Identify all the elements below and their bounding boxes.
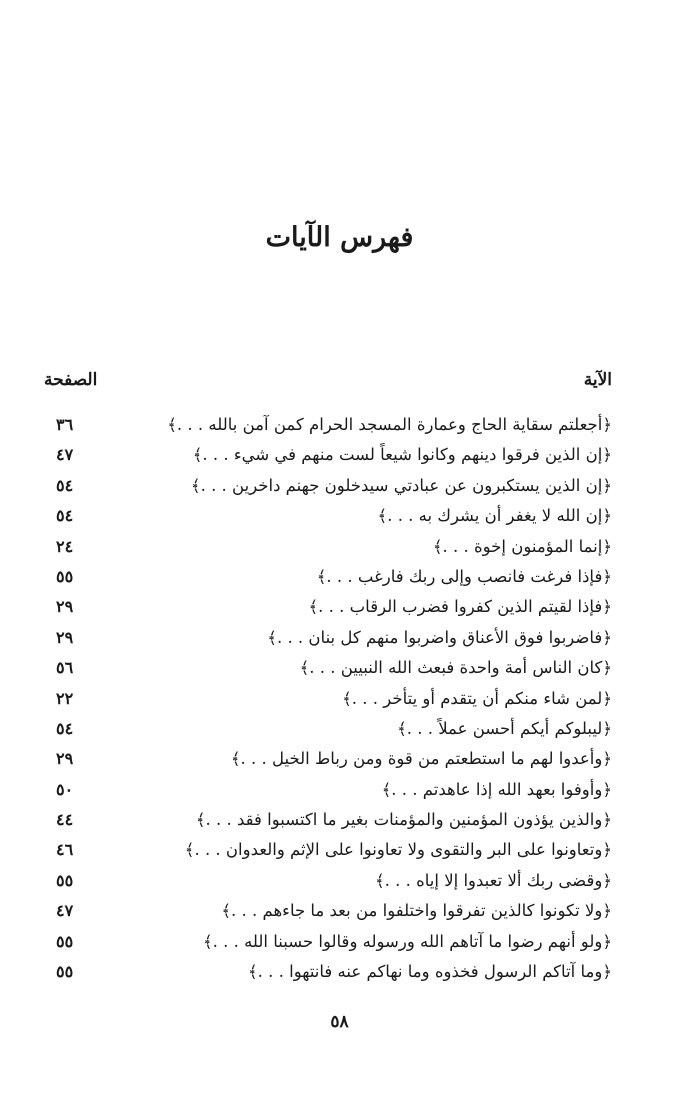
verse-text: ﴿ليبلوكم أيكم أحسن عملاً . . .﴾ bbox=[397, 718, 612, 738]
page-number: ٢٩ bbox=[56, 597, 74, 617]
index-row bbox=[44, 927, 612, 957]
index-row bbox=[44, 835, 612, 865]
verse-text: ﴿والذين يؤذون المؤمنين والمؤمنات بغير ما اكتسبوا فقد . . .﴾ bbox=[195, 810, 612, 830]
index-list bbox=[44, 410, 612, 987]
index-header bbox=[44, 370, 612, 398]
index-row bbox=[44, 501, 612, 531]
verse-text: ﴿ولو أنهم رضوا ما آتاهم الله ورسوله وقالوا حسبنا الله . . .﴾ bbox=[202, 931, 612, 951]
page-number: ٥٥ bbox=[56, 566, 74, 586]
index-row bbox=[44, 471, 612, 501]
verse-text: ﴿إن الذين فرقوا دينهم وكانوا شيعاً لست منهم في شيء . . .﴾ bbox=[192, 445, 612, 465]
verse-text: ﴿فاضربوا فوق الأعناق واضربوا منهم كل بنان . . .﴾ bbox=[267, 627, 612, 647]
page-number: ٢٩ bbox=[56, 627, 74, 647]
index-row bbox=[44, 562, 612, 592]
page-number: ٤٤ bbox=[56, 810, 74, 830]
index-row bbox=[44, 684, 612, 714]
verse-text: ﴿لمن شاء منكم أن يتقدم أو يتأخر . . .﴾ bbox=[342, 688, 612, 708]
page-number: ٤٧ bbox=[56, 445, 74, 465]
verse-text: ﴿وأوفوا بعهد الله إذا عاهدتم . . .﴾ bbox=[381, 779, 612, 799]
index-row bbox=[44, 957, 612, 987]
index-row bbox=[44, 805, 612, 835]
verse-text: ﴿إن الله لا يغفر أن يشرك به . . .﴾ bbox=[377, 506, 612, 526]
index-title: فهرس الآيات bbox=[265, 222, 414, 253]
page-number: ٢٩ bbox=[56, 749, 74, 769]
verse-text: ﴿كان الناس أمة واحدة فبعث الله النبيين . . .﴾ bbox=[299, 658, 612, 678]
page-number: ٥٤ bbox=[56, 475, 74, 495]
index-row bbox=[44, 532, 612, 562]
index-row bbox=[44, 653, 612, 683]
verse-text: ﴿فإذا فرغت فانصب وإلى ربك فارغب . . .﴾ bbox=[316, 566, 612, 586]
index-row bbox=[44, 440, 612, 470]
verse-text: ﴿ولا تكونوا كالذين تفرقوا واختلفوا من بعد ما جاءهم . . .﴾ bbox=[221, 901, 612, 921]
verse-text: ﴿وما آتاكم الرسول فخذوه وما نهاكم عنه فانتهوا . . .﴾ bbox=[247, 962, 612, 982]
page-number: ٣٦ bbox=[56, 415, 74, 434]
page-footer-number: ٥٨ bbox=[330, 1012, 349, 1032]
page-number: ٥٥ bbox=[56, 870, 74, 890]
index-row bbox=[44, 410, 612, 440]
page-column-header: الصفحة bbox=[44, 370, 98, 390]
verse-column-header: الآية bbox=[583, 370, 612, 390]
page-number: ٥٥ bbox=[56, 962, 74, 982]
page-number: ٥٤ bbox=[56, 718, 74, 738]
index-row bbox=[44, 623, 612, 653]
page-number: ٥٠ bbox=[56, 779, 74, 799]
verse-text: ﴿إنما المؤمنون إخوة . . .﴾ bbox=[432, 536, 612, 556]
page-number: ٢٤ bbox=[56, 536, 74, 556]
index-row bbox=[44, 866, 612, 896]
index-row bbox=[44, 896, 612, 926]
page-number: ٤٧ bbox=[56, 901, 74, 921]
page-number: ٤٦ bbox=[56, 840, 74, 860]
index-row bbox=[44, 775, 612, 805]
verse-text: ﴿وقضى ربك ألا تعبدوا إلا إياه . . .﴾ bbox=[375, 870, 612, 890]
index-row bbox=[44, 714, 612, 744]
page-number: ٥٤ bbox=[56, 506, 74, 526]
page-number: ٢٢ bbox=[56, 688, 74, 708]
index-row bbox=[44, 592, 612, 622]
verse-text: ﴿وتعاونوا على البر والتقوى ولا تعاونوا على الإثم والعدوان . . .﴾ bbox=[184, 840, 612, 860]
verse-text: ﴿إن الذين يستكبرون عن عبادتي سيدخلون جهنم داخرين . . .﴾ bbox=[190, 475, 612, 495]
page-number: ٥٥ bbox=[56, 931, 74, 951]
index-row bbox=[44, 744, 612, 774]
verse-text: ﴿وأعدوا لهم ما استطعتم من قوة ومن رباط الخيل . . .﴾ bbox=[230, 749, 612, 769]
verse-text: ﴿فإذا لقيتم الذين كفروا فضرب الرقاب . . .﴾ bbox=[308, 597, 612, 617]
page-number: ٥٦ bbox=[56, 658, 74, 678]
verse-text: ﴿أجعلتم سقاية الحاج وعمارة المسجد الحرام كمن آمن بالله . . .﴾ bbox=[167, 415, 612, 434]
